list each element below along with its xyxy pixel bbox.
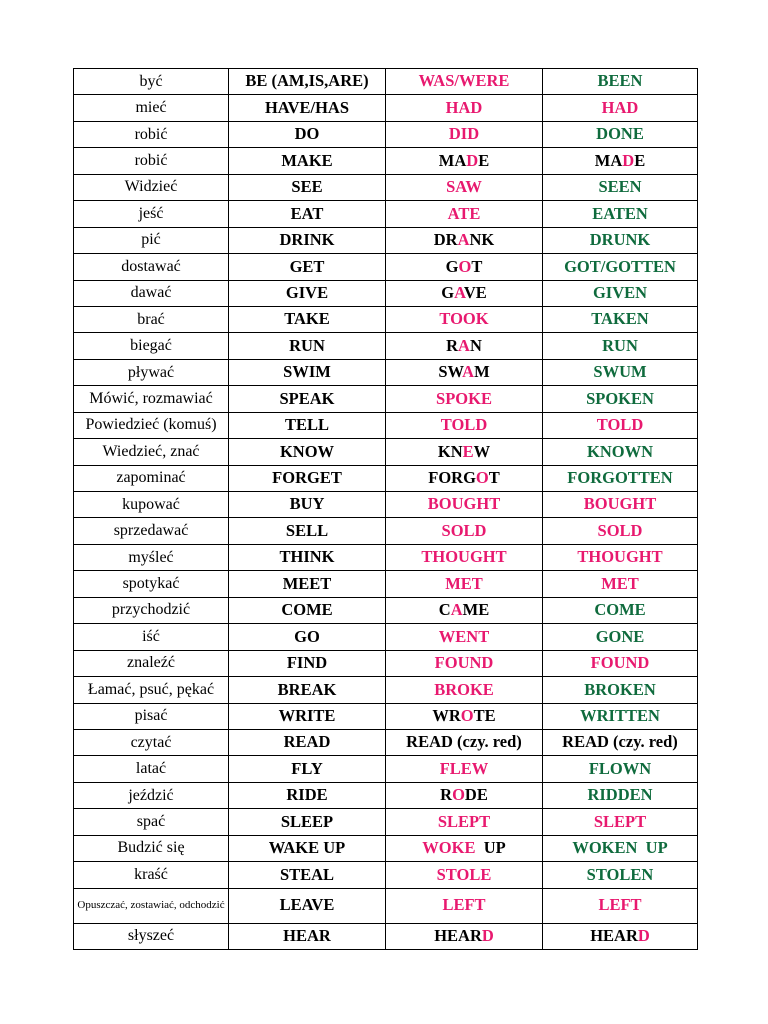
- past-participle-form-segment: HAD: [601, 97, 639, 117]
- past-participle-form-segment: MA: [594, 150, 623, 170]
- past-simple-form: [386, 782, 543, 808]
- past-participle-form-segment: D: [622, 150, 635, 170]
- base-form: WRITE: [229, 703, 386, 729]
- verb-row: [74, 782, 698, 808]
- polish-translation: słyszeć: [74, 923, 229, 949]
- past-participle-form-segment: MET: [601, 573, 639, 593]
- past-participle-form-segment: GIVEN: [592, 282, 648, 302]
- past-simple-form: [386, 862, 543, 888]
- polish-translation: Budzić się: [74, 835, 229, 861]
- polish-translation: Łamać, psuć, pękać: [74, 677, 229, 703]
- past-simple-form-segment: O: [452, 785, 465, 805]
- past-participle-form: [543, 677, 698, 703]
- past-simple-form: [386, 571, 543, 597]
- polish-translation: dostawać: [74, 254, 229, 280]
- past-simple-form: [386, 280, 543, 306]
- polish-translation: spotykać: [74, 571, 229, 597]
- base-form: FLY: [229, 756, 386, 782]
- past-simple-form-segment: O: [460, 705, 474, 725]
- polish-translation: mieć: [74, 95, 229, 121]
- past-participle-form-segment: READ (czy. red): [562, 732, 678, 752]
- past-simple-form-segment: UP: [475, 838, 506, 858]
- past-participle-form-segment: KNOWN: [587, 441, 653, 461]
- polish-translation: iść: [74, 624, 229, 650]
- past-simple-form: [386, 148, 543, 174]
- polish-translation: brać: [74, 306, 229, 332]
- past-participle-form-segment: DONE: [596, 124, 644, 144]
- past-participle-form-segment: TAKEN: [591, 309, 649, 329]
- past-participle-form-segment: E: [634, 150, 646, 170]
- past-simple-form: [386, 835, 543, 861]
- base-form: RUN: [229, 333, 386, 359]
- past-participle-form: [543, 121, 698, 147]
- past-participle-form: [543, 492, 698, 518]
- base-form: TELL: [229, 412, 386, 438]
- polish-translation: przychodzić: [74, 597, 229, 623]
- past-participle-form-segment: DRUNK: [589, 230, 651, 250]
- polish-translation: pływać: [74, 359, 229, 385]
- past-participle-form-segment: FLOWN: [588, 758, 652, 778]
- past-simple-form-segment: C: [438, 600, 451, 620]
- base-form: LEAVE: [229, 888, 386, 923]
- verb-row: [74, 703, 698, 729]
- past-participle-form-segment: STOLEN: [586, 864, 654, 884]
- past-simple-form-segment: T: [488, 468, 500, 488]
- past-simple-form-segment: TE: [473, 705, 496, 725]
- verb-row: [74, 148, 698, 174]
- past-simple-form-segment: NK: [469, 230, 495, 250]
- verb-table-body: [74, 69, 698, 950]
- verb-row: [74, 306, 698, 332]
- verb-row: [74, 729, 698, 755]
- past-simple-form: [386, 809, 543, 835]
- past-simple-form-segment: WAS/WERE: [418, 71, 510, 91]
- past-simple-form: [386, 465, 543, 491]
- polish-translation: kupować: [74, 492, 229, 518]
- past-simple-form: [386, 888, 543, 923]
- verb-row: [74, 254, 698, 280]
- base-form: SEE: [229, 174, 386, 200]
- past-simple-form-segment: A: [457, 230, 470, 250]
- past-participle-form: [543, 544, 698, 570]
- past-participle-form: [543, 359, 698, 385]
- past-participle-form-segment: HEAR: [590, 926, 638, 946]
- past-participle-form: [543, 69, 698, 95]
- polish-translation: Powiedzieć (komuś): [74, 412, 229, 438]
- verb-row: [74, 756, 698, 782]
- base-form: RIDE: [229, 782, 386, 808]
- past-participle-form: [543, 809, 698, 835]
- past-simple-form-segment: G: [441, 282, 455, 302]
- past-simple-form: [386, 174, 543, 200]
- polish-translation: kraść: [74, 862, 229, 888]
- verb-row: [74, 544, 698, 570]
- past-simple-form: [386, 227, 543, 253]
- base-form: HAVE/HAS: [229, 95, 386, 121]
- base-form: EAT: [229, 201, 386, 227]
- verb-row: [74, 809, 698, 835]
- verb-row: [74, 359, 698, 385]
- past-simple-form-segment: SPOKE: [436, 388, 492, 408]
- past-simple-form: [386, 201, 543, 227]
- polish-translation: Wiedzieć, znać: [74, 439, 229, 465]
- past-participle-form-segment: BROKEN: [584, 679, 656, 699]
- base-form: GIVE: [229, 280, 386, 306]
- past-simple-form-segment: WR: [432, 705, 461, 725]
- verb-row: [74, 280, 698, 306]
- irregular-verbs-table: [73, 68, 698, 950]
- verb-row: [74, 624, 698, 650]
- past-simple-form-segment: R: [446, 335, 459, 355]
- past-participle-form-segment: THOUGHT: [577, 547, 663, 567]
- past-simple-form-segment: A: [454, 282, 464, 302]
- past-simple-form-segment: G: [445, 256, 459, 276]
- base-form: MAKE: [229, 148, 386, 174]
- past-participle-form-segment: FORGOTTEN: [567, 468, 673, 488]
- verb-row: [74, 862, 698, 888]
- past-simple-form-segment: MET: [445, 573, 483, 593]
- polish-translation: jeść: [74, 201, 229, 227]
- past-simple-form: [386, 492, 543, 518]
- past-participle-form: [543, 650, 698, 676]
- base-form: STEAL: [229, 862, 386, 888]
- past-simple-form-segment: N: [469, 335, 482, 355]
- base-form: SLEEP: [229, 809, 386, 835]
- verb-row: [74, 69, 698, 95]
- polish-translation: biegać: [74, 333, 229, 359]
- past-simple-form-segment: SW: [438, 362, 463, 382]
- polish-translation: Mówić, rozmawiać: [74, 386, 229, 412]
- past-participle-form-segment: COME: [594, 600, 646, 620]
- past-simple-form-segment: HAD: [445, 97, 483, 117]
- past-participle-form-segment: RIDDEN: [587, 785, 653, 805]
- past-participle-form-segment: SLEPT: [593, 811, 647, 831]
- base-form: BE (AM,IS,ARE): [229, 69, 386, 95]
- verb-row: [74, 439, 698, 465]
- verb-row: [74, 386, 698, 412]
- past-participle-form-segment: GONE: [595, 626, 645, 646]
- past-participle-form: [543, 280, 698, 306]
- base-form: KNOW: [229, 439, 386, 465]
- verb-row: [74, 412, 698, 438]
- past-participle-form: [543, 386, 698, 412]
- base-form: THINK: [229, 544, 386, 570]
- past-participle-form-segment: EATEN: [592, 203, 648, 223]
- polish-translation: spać: [74, 809, 229, 835]
- past-participle-form-segment: LEFT: [598, 895, 642, 915]
- past-simple-form: [386, 333, 543, 359]
- base-form: MEET: [229, 571, 386, 597]
- base-form: DRINK: [229, 227, 386, 253]
- past-simple-form-segment: ATE: [447, 203, 481, 223]
- verb-row: [74, 888, 698, 923]
- past-simple-form: [386, 923, 543, 949]
- past-simple-form: [386, 756, 543, 782]
- past-simple-form-segment: R: [440, 785, 453, 805]
- past-simple-form-segment: O: [475, 468, 489, 488]
- past-participle-form: [543, 782, 698, 808]
- past-simple-form-segment: STOLE: [436, 864, 492, 884]
- base-form: HEAR: [229, 923, 386, 949]
- past-participle-form-segment: WOKEN UP: [572, 838, 668, 858]
- past-participle-form: [543, 306, 698, 332]
- past-participle-form: [543, 227, 698, 253]
- past-participle-form: [543, 756, 698, 782]
- past-participle-form-segment: FOUND: [590, 653, 650, 673]
- base-form: BUY: [229, 492, 386, 518]
- past-simple-form-segment: A: [462, 362, 475, 382]
- past-participle-form-segment: SEEN: [598, 177, 642, 197]
- past-simple-form-segment: SLEPT: [437, 811, 491, 831]
- past-simple-form-segment: VE: [463, 282, 487, 302]
- past-participle-form: [543, 518, 698, 544]
- past-participle-form: [543, 597, 698, 623]
- past-simple-form-segment: WENT: [438, 626, 490, 646]
- past-simple-form-segment: ME: [462, 600, 490, 620]
- polish-translation: latać: [74, 756, 229, 782]
- past-simple-form: [386, 518, 543, 544]
- past-participle-form: [543, 862, 698, 888]
- past-simple-form: [386, 597, 543, 623]
- past-participle-form: [543, 703, 698, 729]
- verb-row: [74, 923, 698, 949]
- base-form: FIND: [229, 650, 386, 676]
- verb-row: [74, 518, 698, 544]
- base-form: SPEAK: [229, 386, 386, 412]
- polish-translation: Widzieć: [74, 174, 229, 200]
- past-simple-form-segment: D: [481, 926, 494, 946]
- past-simple-form-segment: TOOK: [439, 309, 489, 329]
- past-participle-form: [543, 148, 698, 174]
- past-simple-form: [386, 306, 543, 332]
- past-participle-form-segment: GOT/GOTTEN: [564, 256, 676, 276]
- verb-row: [74, 201, 698, 227]
- verb-row: [74, 333, 698, 359]
- polish-translation: pić: [74, 227, 229, 253]
- past-participle-form: [543, 174, 698, 200]
- base-form: COME: [229, 597, 386, 623]
- past-simple-form-segment: KN: [437, 441, 463, 461]
- base-form: WAKE UP: [229, 835, 386, 861]
- past-participle-form: [543, 254, 698, 280]
- past-participle-form-segment: SWUM: [593, 362, 647, 382]
- past-simple-form: [386, 544, 543, 570]
- polish-translation: czytać: [74, 729, 229, 755]
- verb-row: [74, 597, 698, 623]
- past-simple-form-segment: WOKE: [422, 838, 476, 858]
- verb-row: [74, 571, 698, 597]
- past-participle-form: [543, 571, 698, 597]
- past-simple-form-segment: T: [471, 256, 483, 276]
- past-simple-form: [386, 624, 543, 650]
- past-simple-form-segment: LEFT: [442, 895, 486, 915]
- verb-row: [74, 835, 698, 861]
- verb-row: [74, 650, 698, 676]
- past-simple-form: [386, 254, 543, 280]
- past-simple-form-segment: BROKE: [434, 679, 494, 699]
- past-simple-form: [386, 703, 543, 729]
- polish-translation: myśleć: [74, 544, 229, 570]
- past-simple-form-segment: M: [474, 362, 490, 382]
- past-simple-form: [386, 439, 543, 465]
- verb-row: [74, 174, 698, 200]
- past-simple-form-segment: SAW: [446, 177, 482, 197]
- polish-translation: sprzedawać: [74, 518, 229, 544]
- past-simple-form-segment: THOUGHT: [421, 547, 507, 567]
- past-simple-form-segment: READ (czy. red): [406, 732, 522, 752]
- past-participle-form-segment: TOLD: [596, 415, 644, 435]
- past-participle-form: [543, 888, 698, 923]
- past-simple-form-segment: MA: [438, 150, 467, 170]
- verb-row: [74, 121, 698, 147]
- base-form: TAKE: [229, 306, 386, 332]
- past-simple-form-segment: O: [458, 256, 472, 276]
- past-participle-form: [543, 201, 698, 227]
- past-participle-form: [543, 465, 698, 491]
- past-simple-form-segment: DID: [448, 124, 480, 144]
- past-simple-form-segment: D: [466, 150, 479, 170]
- past-simple-form-segment: TOLD: [440, 415, 488, 435]
- past-simple-form-segment: HEAR: [434, 926, 482, 946]
- past-simple-form-segment: A: [458, 335, 470, 355]
- past-simple-form-segment: BOUGHT: [427, 494, 501, 514]
- polish-translation: pisać: [74, 703, 229, 729]
- base-form: DO: [229, 121, 386, 147]
- past-participle-form-segment: BOUGHT: [583, 494, 657, 514]
- past-simple-form: [386, 650, 543, 676]
- verb-row: [74, 677, 698, 703]
- verb-row: [74, 227, 698, 253]
- past-simple-form-segment: A: [450, 600, 463, 620]
- past-simple-form-segment: E: [478, 150, 490, 170]
- past-participle-form: [543, 624, 698, 650]
- polish-translation: dawać: [74, 280, 229, 306]
- polish-translation: robić: [74, 121, 229, 147]
- past-simple-form: [386, 412, 543, 438]
- past-simple-form: [386, 69, 543, 95]
- past-participle-form-segment: WRITTEN: [580, 705, 660, 725]
- base-form: SWIM: [229, 359, 386, 385]
- past-participle-form: [543, 412, 698, 438]
- past-participle-form: [543, 95, 698, 121]
- past-simple-form: [386, 359, 543, 385]
- past-simple-form-segment: FLEW: [439, 758, 489, 778]
- base-form: BREAK: [229, 677, 386, 703]
- past-simple-form: [386, 729, 543, 755]
- verb-row: [74, 492, 698, 518]
- past-participle-form: [543, 923, 698, 949]
- verb-row: [74, 95, 698, 121]
- polish-translation: być: [74, 69, 229, 95]
- verb-row: [74, 465, 698, 491]
- past-simple-form: [386, 386, 543, 412]
- base-form: SELL: [229, 518, 386, 544]
- base-form: GO: [229, 624, 386, 650]
- past-simple-form-segment: FOUND: [434, 653, 494, 673]
- past-participle-form: [543, 729, 698, 755]
- polish-translation: znaleźć: [74, 650, 229, 676]
- past-simple-form-segment: SOLD: [441, 520, 487, 540]
- base-form: FORGET: [229, 465, 386, 491]
- polish-translation: jeździć: [74, 782, 229, 808]
- past-simple-form-segment: FORG: [428, 468, 476, 488]
- past-participle-form-segment: D: [637, 926, 650, 946]
- past-simple-form-segment: E: [462, 441, 474, 461]
- past-participle-form: [543, 333, 698, 359]
- past-participle-form-segment: SOLD: [597, 520, 643, 540]
- past-simple-form: [386, 95, 543, 121]
- polish-translation: zapominać: [74, 465, 229, 491]
- past-simple-form: [386, 121, 543, 147]
- polish-translation: robić: [74, 148, 229, 174]
- past-simple-form-segment: DR: [433, 230, 458, 250]
- past-simple-form-segment: W: [473, 441, 491, 461]
- past-simple-form: [386, 677, 543, 703]
- polish-translation: Opuszczać, zostawiać, odchodzić: [74, 888, 229, 923]
- base-form: GET: [229, 254, 386, 280]
- past-participle-form-segment: RUN: [602, 335, 638, 355]
- base-form: READ: [229, 729, 386, 755]
- past-participle-form: [543, 439, 698, 465]
- past-participle-form: [543, 835, 698, 861]
- past-participle-form-segment: BEEN: [597, 71, 643, 91]
- past-simple-form-segment: DE: [464, 785, 488, 805]
- past-participle-form-segment: SPOKEN: [586, 388, 654, 408]
